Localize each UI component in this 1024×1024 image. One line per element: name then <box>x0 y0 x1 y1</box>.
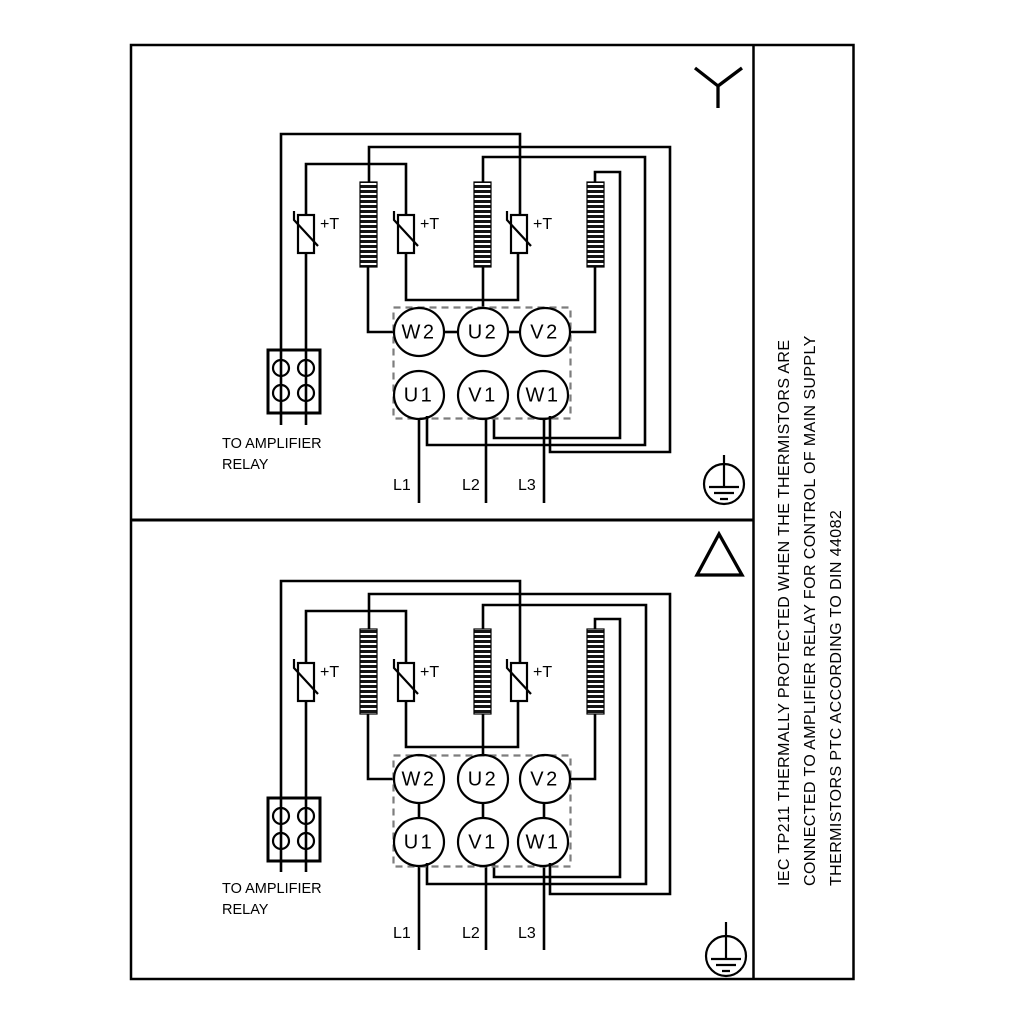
star-connection-icon <box>695 68 742 108</box>
delta-connection-icon <box>697 534 742 575</box>
earth-ground-icon <box>704 455 744 504</box>
winding3-to-v2-wire <box>570 267 595 332</box>
t1-t2-link-wire <box>306 164 406 215</box>
amplifier-relay-terminal-block <box>268 350 320 413</box>
winding3-to-v2-wire <box>570 714 595 779</box>
terminal-label-v2: V2 <box>530 321 560 344</box>
thermistor-label: +T <box>420 216 440 233</box>
terminal-label-v1: V1 <box>468 384 498 407</box>
ptc-thermistor-icon <box>394 211 418 253</box>
terminal-label-w1: W1 <box>525 831 561 854</box>
side-note-line-2: CONNECTED TO AMPLIFIER RELAY FOR CONTROL OF MAIN SUPPLY <box>802 335 819 886</box>
amplifier-relay-caption-line2: RELAY <box>222 457 269 473</box>
terminal-label-u1: U1 <box>403 831 435 854</box>
winding1-to-w2-wire <box>368 267 394 332</box>
ptc-thermistor-icon <box>294 659 318 701</box>
winding1-to-w2-wire <box>368 714 394 779</box>
side-note-panel <box>776 335 845 886</box>
ptc-thermistor-icon <box>294 211 318 253</box>
terminal-label-v2: V2 <box>530 768 560 791</box>
earth-ground-icon <box>706 922 746 976</box>
side-note-line-3: THERMISTORS PTC ACCORDING TO DIN 44082 <box>828 509 845 886</box>
supply-line-label-l2: L2 <box>462 477 480 494</box>
thermistor-label: +T <box>533 664 553 681</box>
terminal-label-w1: W1 <box>525 384 561 407</box>
supply-line-label-l3: L3 <box>518 477 536 494</box>
amplifier-relay-terminal-block <box>268 798 320 861</box>
ptc-thermistor-icon <box>394 659 418 701</box>
t2-t3-link-wire <box>406 253 518 300</box>
ptc-thermistor-icon <box>507 659 531 701</box>
motor-winding-coil-1 <box>360 629 377 714</box>
terminal-label-w2: W2 <box>401 321 437 344</box>
t2-t3-link-wire <box>406 701 518 747</box>
side-note-line-1: IEC TP211 THERMALLY PROTECTED WHEN THE THERMISTORS ARE <box>776 339 793 886</box>
motor-winding-coil-2 <box>474 182 491 267</box>
motor-winding-coil-1 <box>360 182 377 267</box>
ptc-thermistor-icon <box>507 211 531 253</box>
terminal-label-u2: U2 <box>467 768 499 791</box>
terminal-label-v1: V1 <box>468 831 498 854</box>
delta-connection-diagram <box>222 534 746 976</box>
amplifier-relay-caption-line1: TO AMPLIFIER <box>222 881 322 897</box>
amplifier-relay-caption-line1: TO AMPLIFIER <box>222 436 322 452</box>
thermistor-label: +T <box>320 216 340 233</box>
supply-line-label-l1: L1 <box>393 477 411 494</box>
motor-winding-coil-3 <box>587 182 604 267</box>
supply-line-label-l3: L3 <box>518 925 536 942</box>
supply-line-label-l1: L1 <box>393 925 411 942</box>
terminal-label-u1: U1 <box>403 384 435 407</box>
motor-winding-coil-3 <box>587 629 604 714</box>
terminal-label-u2: U2 <box>467 321 499 344</box>
t1-t2-link-wire <box>306 611 406 663</box>
thermistor-label: +T <box>320 664 340 681</box>
thermistor-label: +T <box>420 664 440 681</box>
thermistor-label: +T <box>533 216 553 233</box>
amplifier-relay-caption-line2: RELAY <box>222 902 269 918</box>
terminal-label-w2: W2 <box>401 768 437 791</box>
motor-winding-coil-2 <box>474 629 491 714</box>
supply-line-label-l2: L2 <box>462 925 480 942</box>
star-connection-diagram <box>222 68 744 504</box>
